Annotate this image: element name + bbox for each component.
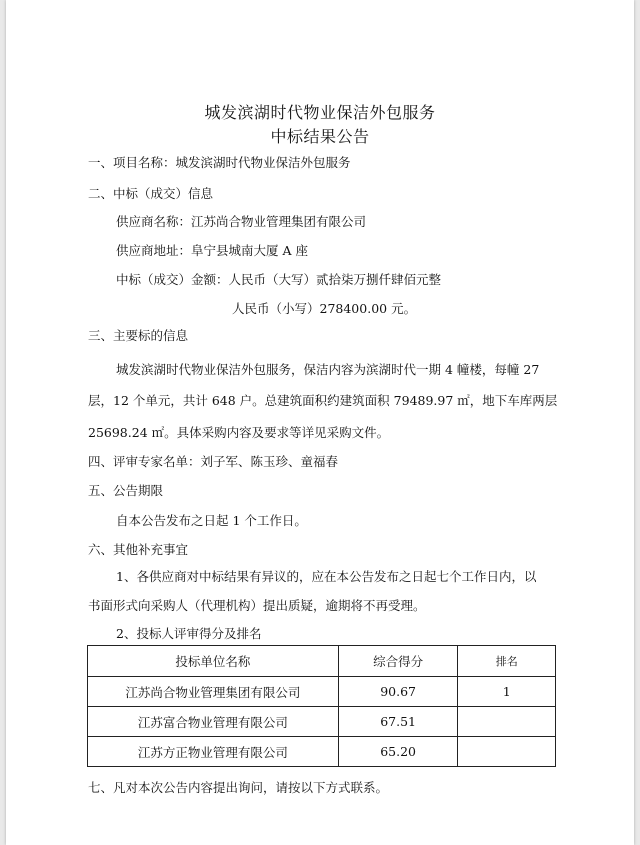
document-page [6, 0, 634, 845]
objection-line-2: 书面形式向采购人（代理机构）提出质疑，逾期将不再受理。 [88, 598, 426, 613]
expert-list: 四、评审专家名单：刘子军、陈玉珍、童福春 [88, 454, 339, 469]
score-cell: 90.67 [338, 677, 458, 707]
rank-cell [458, 737, 556, 767]
subject-info-line-2: 层，12 个单元，共计 648 户。总建筑面积约建筑面积 79489.97 ㎡，地下车库两层 [88, 393, 558, 408]
table-row [88, 677, 556, 707]
subject-info-line-1: 城发滨湖时代物业保洁外包服务，保洁内容为滨湖时代一期 4 幢楼，每幢 27 [116, 362, 540, 377]
award-amount-upper: 中标（成交）金额：人民币（大写）贰拾柒万捌仟肆佰元整 [116, 272, 442, 287]
score-cell: 67.51 [338, 707, 458, 737]
subject-info-heading: 三、主要标的信息 [88, 328, 189, 343]
bidder-name-cell: 江苏尚合物业管理集团有限公司 [88, 677, 339, 707]
document-subtitle: 中标结果公告 [270, 127, 370, 146]
notice-period-heading: 五、公告期限 [88, 483, 164, 498]
supplier-name: 供应商名称：江苏尚合物业管理集团有限公司 [116, 214, 367, 229]
bidder-name-cell: 江苏方正物业管理有限公司 [88, 737, 339, 767]
subject-info-line-3: 25698.24 ㎡。具体采购内容及要求等详见采购文件。 [88, 425, 390, 440]
table-row [88, 707, 556, 737]
table-row [88, 737, 556, 767]
contact-heading: 七、凡对本次公告内容提出询问，请按以下方式联系。 [88, 780, 389, 795]
notice-period-text: 自本公告发布之日起 1 个工作日。 [116, 513, 307, 528]
project-name-heading: 一、项目名称：城发滨湖时代物业保洁外包服务 [88, 155, 351, 170]
score-cell: 65.20 [338, 737, 458, 767]
table-header-row [88, 646, 556, 677]
award-info-heading: 二、中标（成交）信息 [88, 186, 214, 201]
column-header-bidder: 投标单位名称 [88, 646, 339, 677]
rank-cell [458, 707, 556, 737]
column-header-score: 综合得分 [338, 646, 458, 677]
objection-line-1: 1、各供应商对中标结果有异议的，应在本公告发布之日起七个工作日内，以 [116, 569, 537, 584]
other-matters-heading: 六、其他补充事宜 [88, 542, 189, 557]
bidder-name-cell: 江苏富合物业管理有限公司 [88, 707, 339, 737]
scores-heading: 2、投标人评审得分及排名 [116, 626, 262, 641]
column-header-rank: 排名 [458, 646, 556, 677]
award-amount-lower: 人民币（小写）278400.00 元。 [232, 301, 417, 316]
rank-cell: 1 [458, 677, 556, 707]
scores-table [87, 645, 556, 767]
document-title: 城发滨湖时代物业保洁外包服务 [204, 103, 436, 122]
supplier-address: 供应商地址：阜宁县城南大厦 A 座 [116, 243, 308, 258]
